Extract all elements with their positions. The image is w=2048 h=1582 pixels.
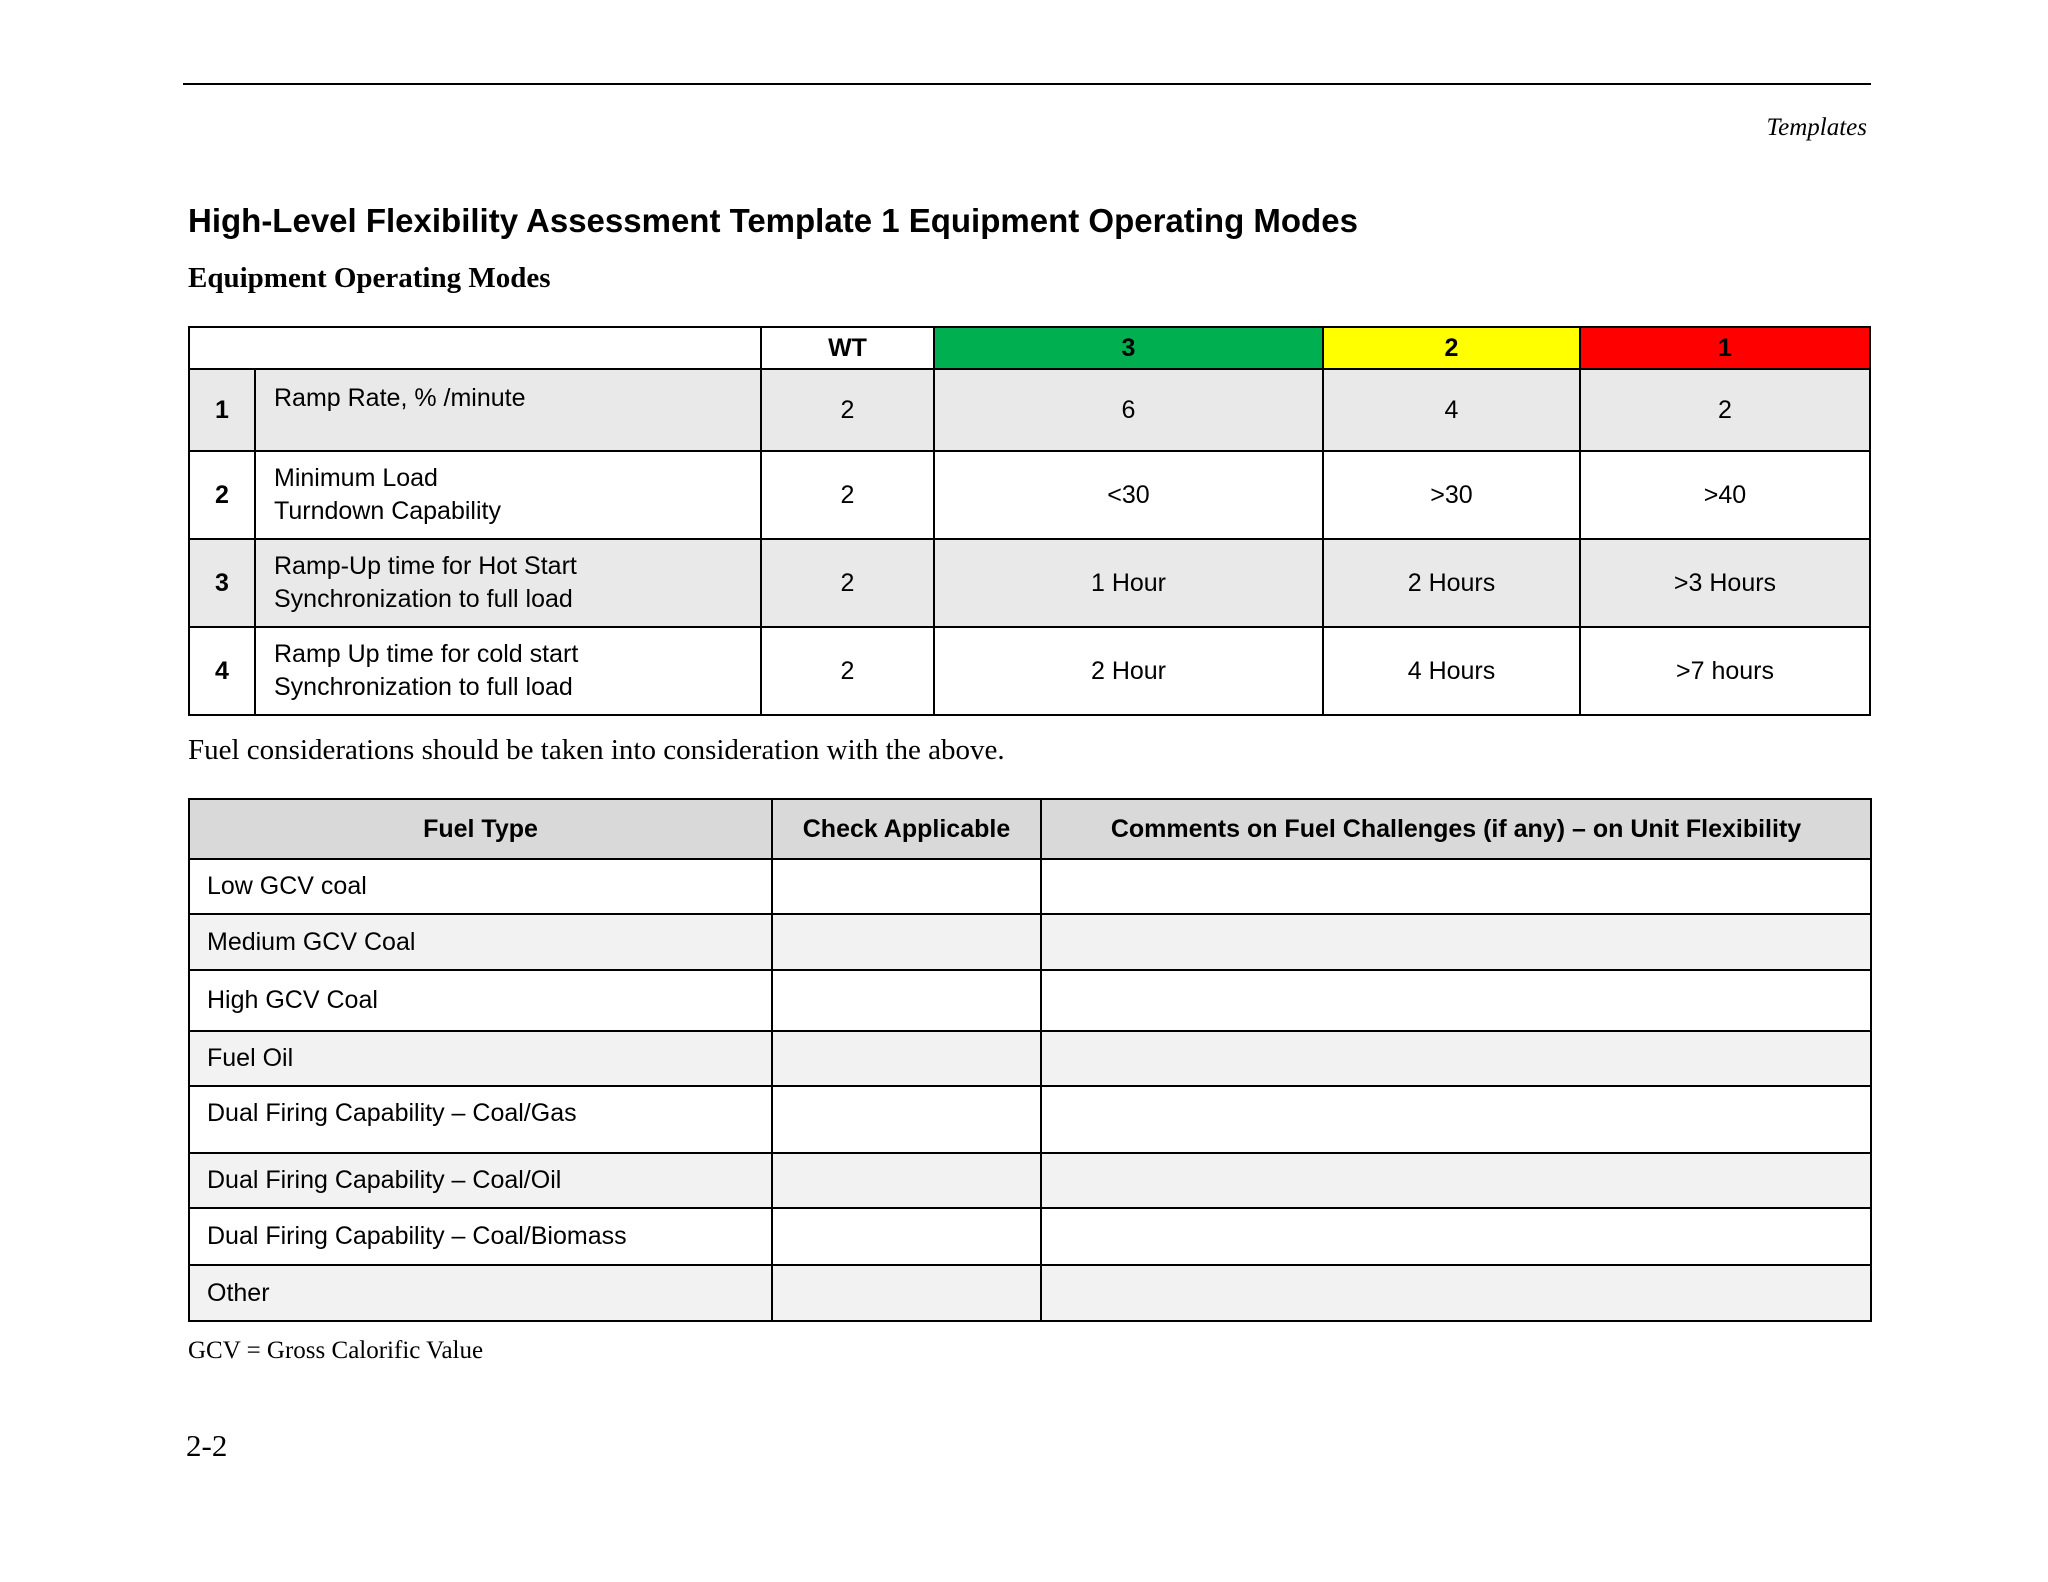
fuel-type-cell: Other [189, 1265, 772, 1321]
comments-cell[interactable] [1041, 970, 1871, 1031]
comments-cell[interactable] [1041, 1153, 1871, 1208]
fuel-type-table [188, 798, 1872, 1322]
check-applicable-cell[interactable] [772, 1208, 1041, 1265]
wt-value: 2 [761, 369, 934, 451]
wt-value: 2 [761, 539, 934, 627]
check-applicable-cell[interactable] [772, 1031, 1041, 1086]
row-number: 4 [189, 627, 255, 715]
fuel-type-cell: Medium GCV Coal [189, 914, 772, 970]
table-row [189, 539, 1870, 627]
table-row [189, 1031, 1871, 1086]
header-score-1: 1 [1580, 327, 1870, 369]
row-label-line: Minimum Load [274, 464, 438, 492]
row-number: 1 [189, 369, 255, 451]
row-label-line: Turndown Capability [274, 497, 501, 525]
score-2-value: 4 Hours [1323, 627, 1580, 715]
row-number: 3 [189, 539, 255, 627]
fuel-type-cell: Dual Firing Capability – Coal/Biomass [189, 1208, 772, 1265]
comments-cell[interactable] [1041, 1265, 1871, 1321]
comments-cell[interactable] [1041, 859, 1871, 914]
row-label-line: Ramp-Up time for Hot Start [274, 552, 577, 580]
fuel-type-cell: Dual Firing Capability – Coal/Oil [189, 1153, 772, 1208]
check-applicable-cell[interactable] [772, 859, 1041, 914]
score-1-value: >40 [1580, 451, 1870, 539]
table-header-row [189, 327, 1870, 369]
table-row [189, 914, 1871, 970]
check-applicable-cell[interactable] [772, 1265, 1041, 1321]
row-label [255, 539, 761, 627]
score-3-value: 1 Hour [934, 539, 1323, 627]
footnote: GCV = Gross Calorific Value [188, 1337, 484, 1364]
table-row [189, 1208, 1871, 1265]
comments-cell[interactable] [1041, 1208, 1871, 1265]
running-header: Templates [1766, 114, 1867, 141]
fuel-type-cell: High GCV Coal [189, 970, 772, 1031]
comments-cell[interactable] [1041, 914, 1871, 970]
table-row [189, 970, 1871, 1031]
check-applicable-cell[interactable] [772, 1086, 1041, 1153]
page-number: 2-2 [186, 1428, 228, 1463]
row-label [255, 627, 761, 715]
table-row [189, 369, 1870, 451]
score-2-value: >30 [1323, 451, 1580, 539]
row-label-line: Ramp Rate, % /minute [274, 384, 526, 412]
header-blank-cell [189, 327, 761, 369]
row-label-line: Ramp Up time for cold start [274, 640, 579, 668]
check-applicable-cell[interactable] [772, 970, 1041, 1031]
operating-modes-table [188, 326, 1871, 716]
table-row [189, 627, 1870, 715]
header-wt: WT [761, 327, 934, 369]
score-1-value: >3 Hours [1580, 539, 1870, 627]
row-label [255, 369, 761, 451]
comments-cell[interactable] [1041, 1031, 1871, 1086]
score-3-value: 6 [934, 369, 1323, 451]
row-label-line: Synchronization to full load [274, 673, 573, 701]
comments-cell[interactable] [1041, 1086, 1871, 1153]
section-title: Equipment Operating Modes [188, 262, 551, 294]
fuel-type-cell: Dual Firing Capability – Coal/Gas [189, 1086, 772, 1153]
row-number: 2 [189, 451, 255, 539]
wt-value: 2 [761, 451, 934, 539]
fuel-type-cell: Fuel Oil [189, 1031, 772, 1086]
wt-value: 2 [761, 627, 934, 715]
table-row [189, 859, 1871, 914]
score-3-value: <30 [934, 451, 1323, 539]
score-2-value: 4 [1323, 369, 1580, 451]
header-score-3: 3 [934, 327, 1323, 369]
header-fuel-type: Fuel Type [189, 799, 772, 859]
score-2-value: 2 Hours [1323, 539, 1580, 627]
table-row [189, 1153, 1871, 1208]
table-row [189, 1086, 1871, 1153]
header-comments: Comments on Fuel Challenges (if any) – on Unit Flexibility [1041, 799, 1871, 859]
check-applicable-cell[interactable] [772, 914, 1041, 970]
table-header-row [189, 799, 1871, 859]
header-check-applicable: Check Applicable [772, 799, 1041, 859]
fuel-note: Fuel considerations should be taken into consideration with the above. [188, 734, 1005, 766]
fuel-type-cell: Low GCV coal [189, 859, 772, 914]
check-applicable-cell[interactable] [772, 1153, 1041, 1208]
table-row [189, 1265, 1871, 1321]
table-row [189, 451, 1870, 539]
score-1-value: 2 [1580, 369, 1870, 451]
row-label [255, 451, 761, 539]
header-score-2: 2 [1323, 327, 1580, 369]
page-title: High-Level Flexibility Assessment Template 1 Equipment Operating Modes [188, 202, 1358, 239]
row-label-line: Synchronization to full load [274, 585, 573, 613]
header-rule [183, 83, 1871, 85]
score-3-value: 2 Hour [934, 627, 1323, 715]
score-1-value: >7 hours [1580, 627, 1870, 715]
